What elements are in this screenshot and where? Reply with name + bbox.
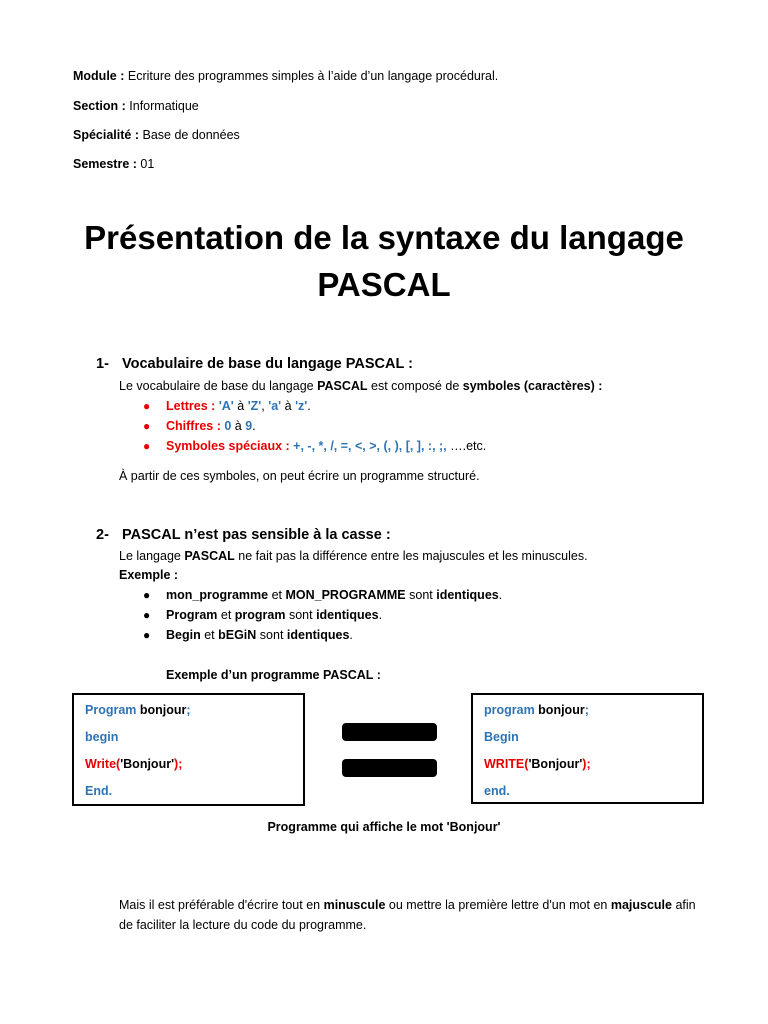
code-right-line-3: WRITE('Bonjour'); — [484, 757, 591, 771]
code-left-line-2: begin — [85, 730, 119, 744]
code-left-line-3: Write('Bonjour'); — [85, 757, 183, 771]
code-left-line-4: End. — [85, 784, 113, 798]
code-right-line-2: Begin — [484, 730, 519, 744]
program-example-label: Exemple d’un programme PASCAL : — [166, 668, 381, 682]
section2-intro: Le langage PASCAL ne fait pas la différence entre les majuscules et les minuscules. — [119, 549, 588, 563]
section-value: Informatique — [129, 99, 199, 113]
semestre-value: 01 — [140, 157, 155, 171]
equals-bar-bottom — [342, 759, 437, 777]
bullet-dot-icon: ● — [143, 439, 151, 453]
bullet-dot-icon: ● — [143, 628, 151, 642]
closing-paragraph: Mais il est préférable d'écrire tout en minuscule ou mettre la première lettre d'un mot en majuscule afin de faciliter la lecture du code du programme. — [119, 898, 696, 932]
code-right-line-1: program bonjour; — [484, 703, 589, 717]
section1-heading-text: Vocabulaire de base du langage PASCAL : — [122, 356, 413, 372]
section1-number: 1- — [96, 356, 109, 372]
section2-heading-text: PASCAL n’est pas sensible à la casse : — [122, 527, 391, 543]
section-label: Section : — [73, 99, 126, 113]
code-left-line-1: Program bonjour; — [85, 703, 191, 717]
specialite-label: Spécialité : — [73, 128, 139, 142]
example-label: Exemple : — [119, 568, 179, 582]
title-line-2: PASCAL — [317, 266, 451, 303]
section2-number: 2- — [96, 527, 109, 543]
meta-specialite — [73, 128, 240, 142]
title-line-1: Présentation de la syntaxe du langage — [84, 219, 684, 256]
code-caption: Programme qui affiche le mot 'Bonjour' — [267, 820, 501, 834]
bullet-dot-icon: ● — [143, 608, 151, 622]
specialite-value: Base de données — [142, 128, 240, 142]
section1-conclusion: À partir de ces symboles, on peut écrire un programme structuré. — [119, 469, 480, 483]
meta-section — [73, 99, 199, 113]
code-box-left — [72, 693, 305, 806]
module-value: Ecriture des programmes simples à l’aide d’un langage procédural. — [127, 69, 499, 83]
code-right-line-4: end. — [484, 784, 510, 798]
section1-heading — [96, 356, 413, 372]
bullet-dot-icon: ● — [143, 399, 151, 413]
equals-bar-top — [342, 723, 437, 741]
bullet-dot-icon: ● — [143, 419, 151, 433]
section1-intro: Le vocabulaire de base du langage PASCAL est composé de symboles (caractères) : — [119, 379, 603, 393]
section2-heading — [96, 527, 391, 543]
module-label: Module : — [73, 69, 125, 83]
code-box-right — [471, 693, 704, 804]
meta-module — [73, 69, 498, 83]
semestre-label: Semestre : — [73, 157, 137, 171]
bullet-dot-icon: ● — [143, 588, 151, 602]
page-title — [0, 214, 768, 308]
meta-semestre — [73, 157, 154, 171]
